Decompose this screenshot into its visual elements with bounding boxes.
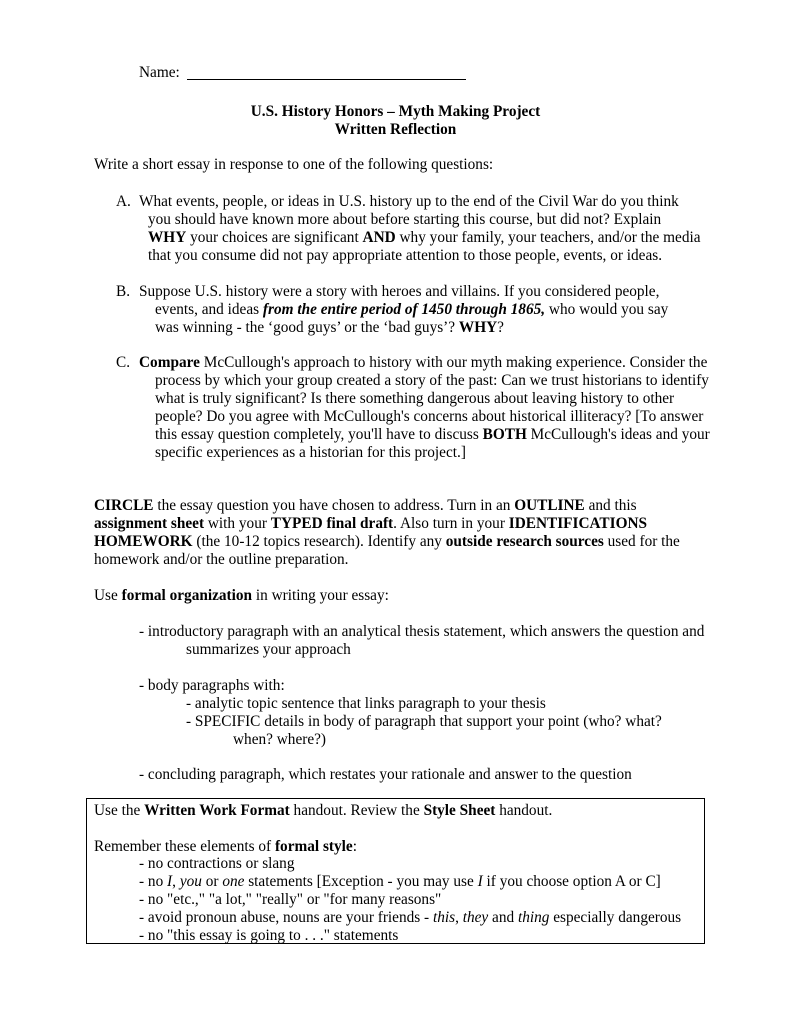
emphasis-text: WHY: [148, 229, 187, 246]
emphasis-text: outside research sources: [445, 533, 604, 550]
text-run: and this: [584, 497, 637, 514]
emphasis-text: from the entire period of 1450 through 1865,: [262, 301, 546, 318]
document-subtitle: Written Reflection: [334, 121, 457, 138]
question-c-line: [155, 372, 709, 390]
text-run: was winning - the ‘good guys’ or the ‘bad guys’?: [155, 319, 459, 336]
text-run: what is truly significant? Is there something dangerous about leaving history to other: [155, 390, 675, 407]
instructions-line: [94, 497, 637, 515]
emphasis-text: IDENTIFICATIONS: [508, 515, 648, 532]
text-run: ?: [497, 319, 504, 336]
text-run: homework and/or the outline preparation.: [94, 551, 349, 568]
emphasis-text: they: [462, 909, 489, 926]
question-c-line: [155, 426, 710, 444]
question-c-line: [139, 354, 707, 372]
emphasis-text: TYPED final draft: [270, 515, 394, 532]
formal-style-item: [139, 873, 661, 891]
organization-intro: [94, 587, 389, 605]
introductory-paragraph-item-cont: summarizes your approach: [186, 641, 351, 658]
text-run: Use: [94, 587, 122, 604]
text-run: especially dangerous: [549, 909, 682, 926]
emphasis-text: assignment sheet: [94, 515, 205, 532]
text-run: who would you say: [545, 301, 669, 318]
question-c-line: [155, 408, 703, 426]
text-run: - no contractions or slang: [139, 855, 295, 872]
emphasis-text: you: [179, 873, 202, 890]
document-title: U.S. History Honors – Myth Making Project: [250, 103, 541, 120]
formal-style-item: [139, 909, 681, 927]
text-run: used for the: [603, 533, 680, 550]
name-label: Name:: [139, 64, 180, 81]
name-blank-line: [187, 79, 466, 80]
emphasis-text: Compare: [139, 354, 200, 371]
text-run: this essay question completely, you'll have to discuss: [155, 426, 483, 443]
formal-style-item: [139, 927, 398, 945]
body-item: - analytic topic sentence that links paragraph to your thesis: [186, 695, 546, 712]
text-run: process by which your group created a story of the past: Can we trust historians to identify: [155, 372, 709, 389]
text-run: people? Do you agree with McCullough's concerns about historical illiteracy? [To answer: [155, 408, 704, 425]
text-run: events, and ideas: [155, 301, 263, 318]
text-run: handout.: [495, 802, 553, 819]
text-run: - no "this essay is going to . . ." statements: [139, 927, 399, 944]
text-run: if you choose option A or C]: [482, 873, 661, 890]
body-item: - SPECIFIC details in body of paragraph that support your point (who? what?: [186, 713, 662, 730]
question-a-line: [148, 229, 701, 247]
formal-style-item: [139, 891, 441, 909]
emphasis-text: this: [432, 909, 456, 926]
question-a-line: [148, 247, 662, 265]
text-run: . Also turn in your: [393, 515, 509, 532]
instructions-line: [94, 533, 680, 551]
emphasis-text: AND: [362, 229, 396, 246]
instructions-line: [94, 515, 647, 533]
question-a-letter: A.: [116, 193, 131, 210]
handout-line: [94, 802, 552, 820]
text-run: statements [Exception - you may use: [244, 873, 478, 890]
text-run: that you consume did not pay appropriate attention to those people, events, or ideas.: [148, 247, 663, 264]
text-run: why your family, your teachers, and/or the media: [395, 229, 701, 246]
text-run: McCullough's ideas and your: [526, 426, 710, 443]
text-run: :: [352, 838, 357, 855]
question-c-line: [155, 390, 674, 408]
emphasis-text: one: [222, 873, 245, 890]
body-item-cont: when? where?): [233, 731, 326, 748]
emphasis-text: formal style: [274, 838, 353, 855]
question-a-line: [139, 193, 679, 211]
question-c-letter: C.: [116, 354, 131, 371]
text-run: specific experiences as a historian for this project.]: [155, 444, 466, 461]
emphasis-text: CIRCLE: [94, 497, 154, 514]
question-a-line: [148, 211, 661, 229]
instructions-line: [94, 551, 348, 569]
text-run: What events, people, or ideas in U.S. history up to the end of the Civil War do you think: [139, 193, 679, 210]
question-b-line: [155, 301, 668, 319]
text-run: in writing your essay:: [252, 587, 389, 604]
text-run: - no: [139, 873, 168, 890]
emphasis-text: formal organization: [121, 587, 253, 604]
text-run: the essay question you have chosen to address. Turn in an: [153, 497, 515, 514]
text-run: ,: [172, 873, 180, 890]
text-run: Suppose U.S. history were a story with heroes and villains. If you considered people,: [139, 283, 660, 300]
body-paragraphs-label: - body paragraphs with:: [139, 677, 285, 694]
text-run: handout. Review the: [289, 802, 424, 819]
emphasis-text: thing: [517, 909, 550, 926]
emphasis-text: HOMEWORK: [94, 533, 193, 550]
text-run: Use the: [94, 802, 145, 819]
formal-style-intro: [94, 838, 357, 856]
text-run: - no "etc.," "a lot," "really" or "for many reasons": [139, 891, 442, 908]
emphasis-text: Style Sheet: [423, 802, 496, 819]
emphasis-text: I: [167, 873, 173, 890]
introductory-paragraph-item: - introductory paragraph with an analytical thesis statement, which answers the question and: [139, 623, 705, 640]
text-run: with your: [204, 515, 271, 532]
emphasis-text: WHY: [458, 319, 498, 336]
text-run: you should have known more about before starting this course, but did not? Explain: [148, 211, 662, 228]
question-b-line: [155, 319, 504, 337]
intro-text: Write a short essay in response to one of the following questions:: [94, 156, 494, 173]
emphasis-text: I: [477, 873, 483, 890]
text-run: and: [488, 909, 518, 926]
text-run: - avoid pronoun abuse, nouns are your friends -: [139, 909, 433, 926]
emphasis-text: Written Work Format: [144, 802, 290, 819]
emphasis-text: OUTLINE: [514, 497, 585, 514]
text-run: your choices are significant: [186, 229, 363, 246]
text-run: Remember these elements of: [94, 838, 275, 855]
formal-style-item: [139, 855, 294, 873]
concluding-paragraph-item: - concluding paragraph, which restates your rationale and answer to the question: [139, 766, 632, 783]
text-run: ,: [455, 909, 463, 926]
text-run: or: [201, 873, 223, 890]
question-b-letter: B.: [116, 283, 131, 300]
question-b-line: [139, 283, 659, 301]
text-run: (the 10-12 topics research). Identify any: [192, 533, 446, 550]
text-run: McCullough's approach to history with our myth making experience. Consider the: [199, 354, 708, 371]
question-c-line: [155, 444, 466, 462]
emphasis-text: BOTH: [482, 426, 527, 443]
